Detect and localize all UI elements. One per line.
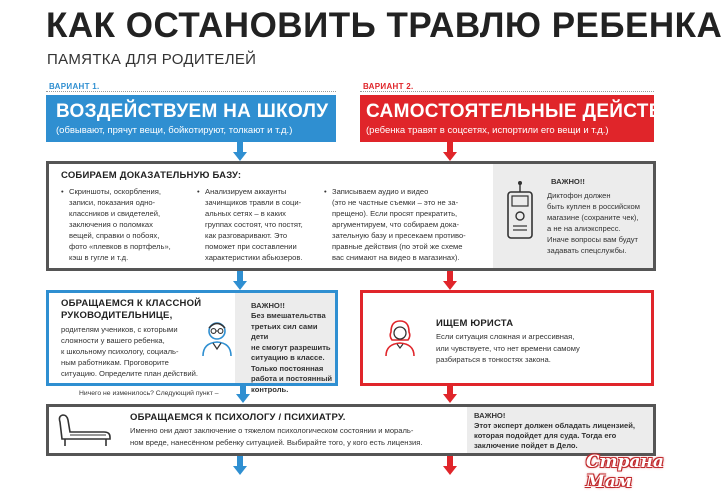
- teacher-body-line: ситуацию. Определите план действий.: [61, 369, 199, 378]
- evidence-col2-line: Анализируем аккаунты: [205, 187, 287, 196]
- teacher-note-title: ВАЖНО!!: [251, 301, 285, 310]
- teacher-note-line: не смогут разрешить: [251, 342, 331, 352]
- teacher-heading: [61, 298, 201, 322]
- evidence-note-line: а не на алиэкспресс.: [547, 224, 621, 233]
- teacher-body: [61, 324, 211, 379]
- evidence-note-title: ВАЖНО!!: [551, 177, 585, 186]
- evidence-col1: [61, 186, 191, 263]
- teacher-icon: [200, 318, 234, 363]
- evidence-col1-line: вещей, справки о побоях,: [69, 231, 160, 240]
- variant2-subtitle: (ребенка травят в соцсетях, испортили его вещи и т.д.): [366, 125, 609, 136]
- psychologist-body: [130, 425, 470, 448]
- teacher-heading-line: ОБРАЩАЕМСЯ К КЛАССНОЙ: [61, 298, 202, 309]
- page-title: КАК ОСТАНОВИТЬ ТРАВЛЮ РЕБЕНКА: [46, 6, 722, 45]
- teacher-note-line: ситуацию в классе.: [251, 353, 325, 362]
- evidence-col3-item: [324, 186, 494, 263]
- variant2-label: ВАРИАНТ 2.: [363, 82, 414, 91]
- evidence-note-line: магазине (сохраните чек),: [547, 213, 639, 222]
- evidence-col1-item: [61, 186, 191, 263]
- psychologist-body-line: ном вреде, нанесённом ребенку ситуацией. Выбирайте того, у кого есть лицензия.: [130, 437, 423, 447]
- psychologist-heading: ОБРАЩАЕМСЯ К ПСИХОЛОГУ / ПСИХИАТРУ.: [130, 412, 346, 423]
- psychologist-note-line: Этот эксперт должен обладать лицензией,: [474, 421, 636, 430]
- evidence-col2: [197, 186, 325, 263]
- variant1-box: [46, 95, 336, 142]
- psychologist-note-line: которая подойдет для суда. Тогда его: [474, 431, 617, 440]
- evidence-col1-line: записи, показания одно-: [69, 198, 156, 207]
- evidence-note-line: Диктофон должен: [547, 191, 611, 200]
- teacher-note-text: [251, 311, 336, 395]
- evidence-col2-line: характеристики абьюзеров.: [205, 253, 303, 262]
- teacher-body-line: ным работникам. Проговорите: [61, 358, 169, 367]
- psychologist-note-line: заключение пойдет в Дело.: [474, 441, 578, 450]
- nochange-text: Ничего не изменилось? Следующий пункт –: [79, 390, 219, 397]
- evidence-col1-line: классников и свидетелей,: [69, 209, 161, 218]
- evidence-col3-line: Записываем аудио и видео: [332, 187, 429, 196]
- variant1-divider: [46, 91, 336, 92]
- variant2-title: САМОСТОЯТЕЛЬНЫЕ ДЕЙСТВИЯ: [366, 101, 691, 122]
- teacher-note-line: третьих сил сами дети: [251, 321, 318, 341]
- lawyer-body: [436, 331, 646, 366]
- psychologist-note-text: [474, 421, 654, 451]
- lawyer-heading: ИЩЕМ ЮРИСТА: [436, 318, 514, 329]
- evidence-col3: [324, 186, 494, 263]
- evidence-col2-item: [197, 186, 325, 263]
- evidence-col3-line: аргументируем, что собираем дока-: [332, 220, 460, 229]
- page-subtitle: ПАМЯТКА ДЛЯ РОДИТЕЛЕЙ: [47, 51, 257, 68]
- evidence-heading: СОБИРАЕМ ДОКАЗАТЕЛЬНУЮ БАЗУ:: [61, 170, 242, 181]
- evidence-col1-line: кэш в гугле и т.д.: [69, 253, 129, 262]
- variant1-title: ВОЗДЕЙСТВУЕМ НА ШКОЛУ: [56, 101, 329, 122]
- evidence-col1-line: фото «плевков в портфель»,: [69, 242, 171, 251]
- psychologist-note-title: ВАЖНО!: [474, 411, 506, 420]
- variant1-label: ВАРИАНТ 1.: [49, 82, 100, 91]
- teacher-body-line: к школьному психологу, социаль-: [61, 347, 179, 356]
- dictaphone-icon: [500, 178, 540, 249]
- teacher-note-line: работа и постоянный: [251, 374, 333, 383]
- red-arrow-4: [443, 456, 457, 481]
- lawyer-body-line: или чувствуете, что нет времени самому: [436, 343, 580, 353]
- teacher-note-line: Без вмешательства: [251, 311, 326, 320]
- evidence-col2-line: поможет при составлении: [205, 242, 297, 251]
- evidence-col2-line: альных сетях – в каких: [205, 209, 286, 218]
- lawyer-body-line: разбираться в тонкостях закона.: [436, 355, 551, 364]
- couch-icon: [56, 410, 114, 455]
- evidence-note-text: [547, 190, 652, 256]
- variant1-subtitle: (обвывают, прячут вещи, бойкотируют, толкают и т.д.): [56, 125, 293, 136]
- evidence-note-line: Иначе вопросы вам будут: [547, 235, 639, 244]
- evidence-col2-line: зачинщиков травли в соци-: [205, 198, 302, 207]
- evidence-note-line: быть куплен в российском: [547, 202, 640, 211]
- evidence-col3-line: (это не частные съемки – это не за-: [332, 198, 459, 207]
- evidence-col1-line: Скриншоты, оскорбления,: [69, 187, 161, 196]
- teacher-body-line: родителям учеников, с которыми: [61, 325, 178, 334]
- teacher-note-line: контроль.: [251, 384, 289, 394]
- psychologist-body-line: Именно они дают заключение о тяжелом психологическом состоянии и мораль-: [130, 426, 414, 435]
- teacher-note-line: Только постоянная: [251, 363, 324, 373]
- evidence-col3-line: зательную базу и пресекаем противо-: [332, 231, 466, 240]
- evidence-col3-line: правные действия (по этой же схеме: [332, 242, 463, 251]
- evidence-col3-line: прещено). Если просят прекратить,: [332, 209, 458, 218]
- blue-arrow-4: [233, 456, 247, 481]
- evidence-note-line: задавать спецслужбы.: [547, 246, 627, 255]
- evidence-col2-line: как разговаривают. Это: [205, 231, 288, 240]
- teacher-heading-line: РУКОВОДИТЕЛЬНИЦЕ,: [61, 310, 173, 321]
- lawyer-body-line: Если ситуация сложная и агрессивная,: [436, 332, 575, 341]
- teacher-body-line: сложности у вашего ребенка,: [61, 336, 165, 345]
- evidence-col2-line: группах состоят, что постят,: [205, 220, 303, 229]
- evidence-col1-line: заключения о поломках: [69, 220, 153, 229]
- watermark-logo: Страна Мам: [586, 452, 664, 492]
- variant2-box: [360, 95, 691, 142]
- lawyer-icon: [383, 318, 417, 363]
- variant2-divider: [360, 91, 654, 92]
- evidence-col3-line: вас снимают на видео в магазинах).: [332, 253, 460, 262]
